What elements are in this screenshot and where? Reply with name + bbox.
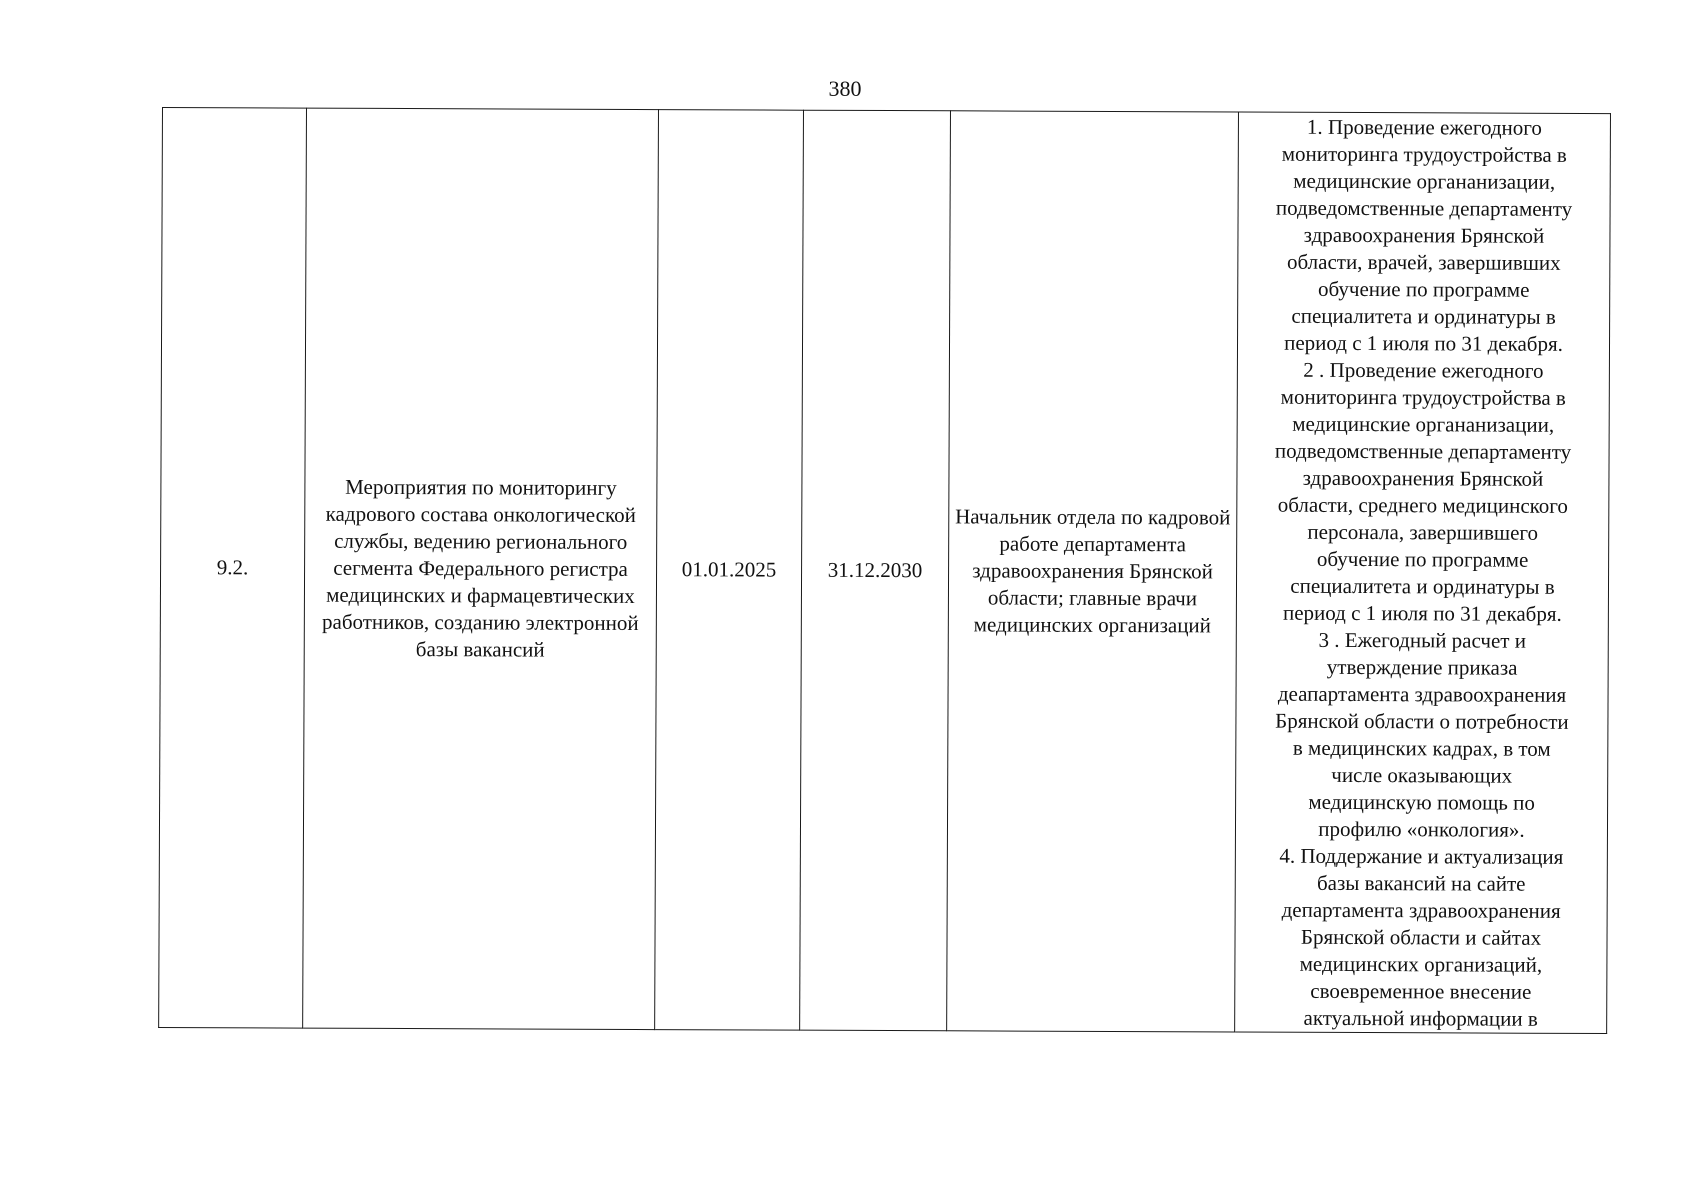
row-number: 9.2. — [216, 555, 249, 580]
task-line: мониторинга трудоустройства в — [1281, 141, 1567, 167]
task-line: медицинскую помощь по — [1308, 789, 1535, 815]
task-line: числе оказывающих — [1331, 762, 1513, 788]
tasks-text — [1239, 114, 1606, 1034]
task-line: Брянской области и сайтах — [1300, 924, 1542, 950]
start-date-cell — [655, 110, 804, 1031]
task-line: специалитета и ординатуры в — [1290, 573, 1555, 599]
task-line: своевременное внесение — [1310, 978, 1532, 1004]
end-date: 31.12.2030 — [827, 557, 923, 583]
task-line: здравоохранения Брянской — [1303, 222, 1545, 248]
task-line: 2 . Проведение ежегодного — [1303, 357, 1544, 383]
end-date-cell — [800, 110, 951, 1031]
activity-text: Мероприятия по мониторингу кадрового состава онкологической службы, ведению регионального сегмента Федерального регистра медицинских и фармацевтических работников, созданию электронной базы вакансий — [321, 474, 639, 662]
task-line: 1. Проведение ежегодного — [1306, 114, 1542, 140]
task-line: департамента здравоохранения — [1281, 897, 1561, 923]
task-line: Брянской области о потребности — [1275, 708, 1569, 734]
task-line: области, врачей, завершивших — [1286, 249, 1561, 275]
task-line: в медицинских кадрах, в том — [1292, 735, 1551, 761]
activity-cell — [303, 108, 659, 1029]
task-line: деапартамента здравоохранения — [1277, 681, 1567, 707]
task-line: 4. Поддержание и актуализация — [1279, 843, 1564, 869]
task-line: подведомственные департаменту — [1274, 438, 1572, 464]
task-line: обучение по программе — [1318, 276, 1530, 302]
task-line: медицинские органанизации, — [1293, 168, 1556, 194]
task-line: период с 1 июля по 31 декабря. — [1282, 600, 1562, 626]
task-line: период с 1 июля по 31 декабря. — [1284, 330, 1563, 356]
task-line: подведомственные департаменту — [1275, 195, 1573, 221]
task-line: профилю «онкология». — [1318, 816, 1525, 842]
task-line: утверждение приказа — [1326, 654, 1518, 680]
table-row — [159, 108, 1611, 1034]
task-line: 3 . Ежегодный расчет и — [1318, 627, 1527, 653]
task-line: области, среднего медицинского — [1277, 492, 1568, 518]
page-number: 380 — [828, 76, 862, 101]
task-line: специалитета и ординатуры в — [1291, 303, 1556, 329]
task-line: медицинских организаций, — [1299, 951, 1543, 977]
tasks-cell — [1235, 112, 1611, 1034]
responsible-text: Начальник отдела по кадровой работе департамента здравоохранения Брянской области; главные врачи медицинских организаций — [955, 504, 1231, 638]
task-line: здравоохранения Брянской — [1302, 465, 1544, 491]
measures-table — [158, 107, 1611, 1034]
task-line: актуальной информации в — [1303, 1005, 1538, 1031]
row-number-cell — [159, 108, 307, 1029]
task-line: обучение по программе — [1316, 546, 1529, 572]
task-line: персонала, завершившего — [1307, 519, 1539, 545]
task-line: мониторинга трудоустройства в — [1280, 384, 1566, 410]
responsible-cell — [947, 111, 1239, 1032]
task-line: базы вакансий на сайте — [1316, 870, 1526, 896]
task-line: медицинские органанизации, — [1292, 411, 1555, 437]
start-date: 01.01.2025 — [681, 557, 777, 582]
